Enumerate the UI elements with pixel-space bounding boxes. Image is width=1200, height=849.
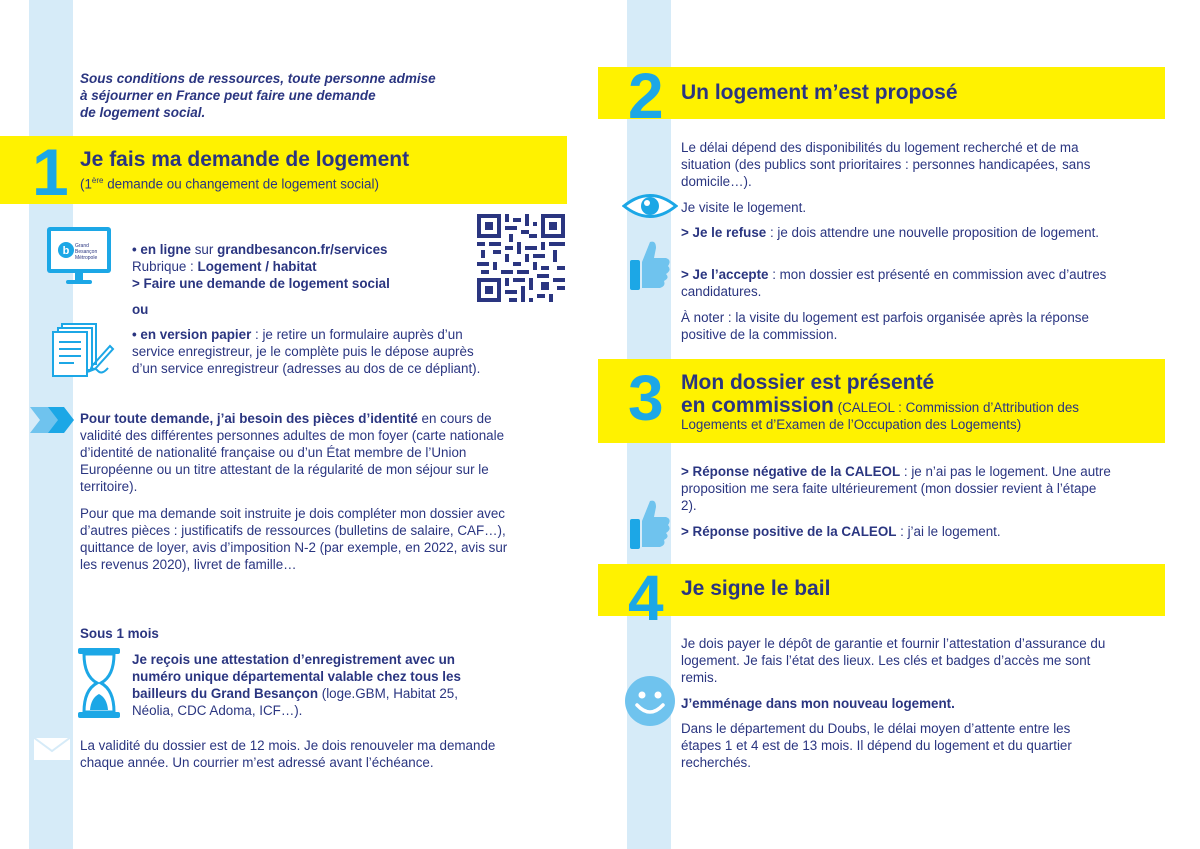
intro-text (80, 70, 436, 121)
negative-bold: > Réponse négative de la CALEOL (681, 464, 901, 479)
thumbs-up-icon (628, 238, 672, 297)
paper-request (132, 326, 498, 377)
online-request (132, 241, 452, 292)
online-on: sur (191, 242, 218, 257)
deposit-text: Je dois payer le dépôt de garantie et fournir l’attestation d’assurance du logement. Je fais l’état des lieux. Les clés et badges d’accès me sont remis. (681, 636, 1106, 685)
intro-line-2: à séjourner en France peut faire une demande (80, 88, 376, 103)
step3-title-line1: Mon dossier est présenté (681, 371, 935, 394)
step1-number: 1 (32, 135, 69, 209)
positive-rest: : j’ai le logement. (896, 524, 1001, 539)
delay-label: Sous 1 mois (80, 626, 159, 641)
step3-title-line2-bold: en commission (681, 394, 834, 417)
step4-number: 4 (628, 562, 664, 634)
step3-number: 3 (628, 362, 664, 434)
visit-note: À noter : la visite du logement est parfois organisée après la réponse positive de la commission. (681, 310, 1089, 342)
smiley-icon (624, 675, 676, 732)
identity-documents (80, 410, 520, 495)
step2-title: Un logement m’est proposé (681, 81, 958, 104)
step1-subtitle (80, 172, 379, 192)
paper-form-icon (50, 322, 116, 383)
move-in-text: J’emménage dans mon nouveau logement. (681, 696, 955, 711)
rubrique-value: Logement / habitat (197, 259, 317, 274)
accept-text (681, 266, 1111, 300)
hourglass-icon (78, 648, 120, 723)
step2-delay: Le délai dépend des disponibilités du logement recherché et de ma situation (des publics sont prioritaires : personnes handicapées, sans domicile…). (681, 140, 1091, 189)
accept-rest: : mon dossier est présenté en commission avec d’autres candidatures. (681, 267, 1107, 299)
step1-subtitle-sup: ère (91, 176, 104, 185)
negative-response (681, 463, 1111, 514)
thumbs-up-icon-2 (628, 497, 672, 556)
step3-title-sub: (CALEOL : Commission d’Attribution des Logements et d’Examen de l’Occupation des Logements) (681, 400, 1079, 432)
eye-icon (622, 191, 678, 226)
registration-certificate (132, 651, 492, 719)
step1-subtitle-rest: demande ou changement de logement social) (103, 176, 379, 192)
online-request-link[interactable]: > Faire une demande de logement social (132, 276, 390, 291)
refuse-rest: : je dois attendre une nouvelle proposition de logement. (766, 225, 1100, 240)
arrow-right-icon (30, 407, 76, 438)
rubrique-label: Rubrique : (132, 259, 198, 274)
step1-title: Je fais ma demande de logement (80, 148, 410, 171)
intro-line-1: Sous conditions de ressources, toute personne admise (80, 71, 436, 86)
or-separator: ou (132, 302, 149, 317)
positive-response (681, 523, 1111, 540)
additional-documents: Pour que ma demande soit instruite je dois compléter mon dossier avec d’autres pièces : justificatifs de ressources (bulletins de salaire, CAF…), quittance de loyer, avis d’imposition N-2 (par exemple, en 2022, avis sur les revenus 2020), livret de famille… (80, 506, 508, 572)
average-wait-text: Dans le département du Doubs, le délai moyen d’attente entre les étapes 1 et 4 est de 13 mois. Il dépend du logement et du quartier recherchés. (681, 721, 1072, 770)
qr-code-image[interactable] (477, 214, 565, 307)
paper-text: : je retire un formulaire auprès d’un service enregistreur, je le complète puis le dépose auprès d’un service enregistreur (adresses au dos de ce dépliant). (132, 327, 481, 376)
identity-text: en cours de validité des différentes personnes adultes de mon foyer (carte nationale d’identité de nationalité française ou d’un État membre de l’Union Européenne ou un titre attestant de la régularité de mon séjour sur le territoire). (80, 411, 505, 494)
intro-line-3: de logement social. (80, 105, 206, 120)
visit-text: Je visite le logement. (681, 200, 807, 215)
negative-rest: : je n’ai pas le logement. Une autre proposition me sera faite ultérieurement (mon dossier revient à l’étape 2). (681, 464, 1111, 513)
paper-bullet: • en version papier (132, 327, 252, 342)
step3-title-line2 (681, 396, 1141, 433)
envelope-icon (32, 736, 72, 767)
positive-bold: > Réponse positive de la CALEOL (681, 524, 897, 539)
step4-title: Je signe le bail (681, 577, 831, 600)
accept-bold: > Je l’accepte (681, 267, 769, 282)
attest-text: (loge.GBM, Habitat 25, Néolia, CDC Adoma, ICF…). (132, 686, 458, 718)
validity-notice: La validité du dossier est de 12 mois. Je dois renouveler ma demande chaque année. Un courrier m’est adressé avant l’échéance. (80, 738, 496, 770)
refuse-text (681, 224, 1111, 241)
step1-subtitle-prefix: (1 (80, 176, 92, 192)
identity-bold: Pour toute demande, j’ai besoin des pièces d’identité (80, 411, 418, 426)
screen-logo-text: Grand Besançon Métropole (75, 243, 98, 261)
attest-bold: Je reçois une attestation d’enregistrement avec un numéro unique départemental valable chez tous les bailleurs du Grand Besançon (132, 652, 461, 701)
step2-number: 2 (628, 60, 664, 132)
svg-text:b: b (62, 245, 70, 257)
online-bullet: • en ligne (132, 242, 192, 257)
online-url-link[interactable]: grandbesancon.fr/services (217, 242, 388, 257)
refuse-bold: > Je le refuse (681, 225, 767, 240)
